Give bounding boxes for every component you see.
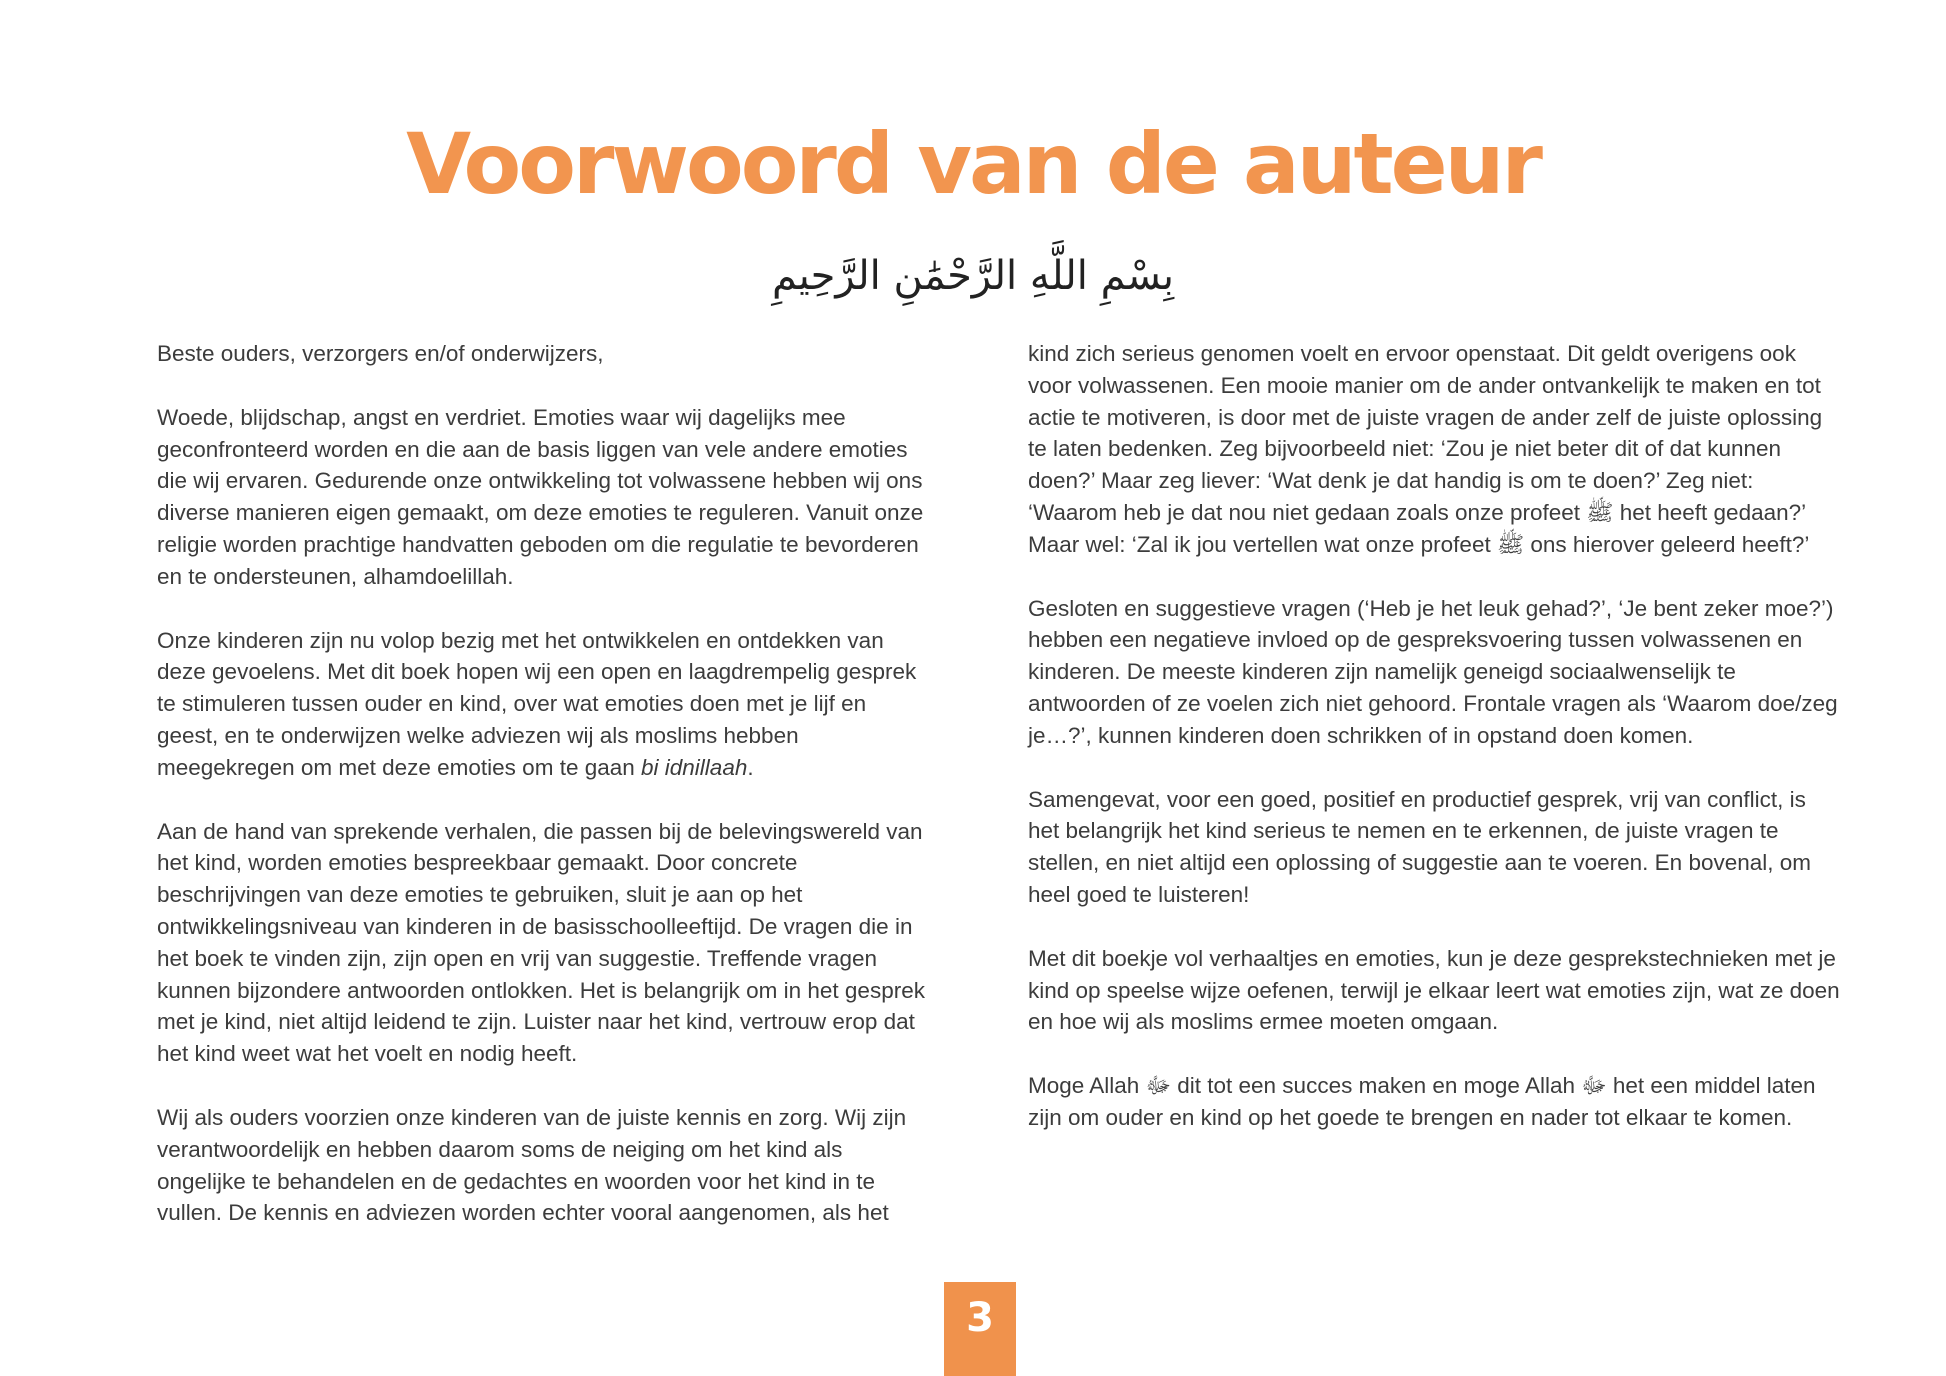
paragraph: Wij als ouders voorzien onze kinderen van de juiste kennis en zorg. Wij zijn verantwoordelijk en hebben daarom soms de neiging om het kind als ongelijke te behandelen en de gedachtes en woorden voor het kind in te vullen. De kennis en adviezen worden echter vooral aangenomen, als het — [157, 1104, 907, 1226]
paragraph: Met dit boekje vol verhaaltjes en emoties, kun je deze gesprekstechnieken met je kind op speelse wijze oefenen, terwijl je elkaar leert wat emoties zijn, wat ze doen en hoe wij als moslims ermee moeten omgaan. — [1028, 945, 1840, 1035]
paragraph — [157, 625, 929, 784]
paragraph: Gesloten en suggestieve vragen (‘Heb je het leuk gehad?’, ‘Je bent zeker moe?’) hebben een negatieve invloed op de gespreksvoering tussen volwassenen en kinderen. De meeste kinderen zijn namelijk geneigd sociaalwenselijk te antwoorden of ze voelen zich niet gehoord. Frontale vragen als ‘Waarom doe/zeg je…?’, kunnen kinderen doen schrikken of in opstand doen komen. — [1028, 595, 1838, 748]
paragraph: Samengevat, voor een goed, positief en productief gesprek, vrij van conflict, is het belangrijk het kind serieus te nemen en te erkennen, de juiste vragen te stellen, en niet altijd een oplossing of suggestie aan te voeren. En bovenal, om heel goed te luisteren! — [1028, 786, 1812, 907]
paragraph-text: Onze kinderen zijn nu volop bezig met het ontwikkelen en ontdekken van deze gevoelens. Met dit boek hopen wij een open en laagdrempelig gesprek te stimuleren tussen ouder en kind, over wat emoties doen met je lijf en geest, en te onderwijzen welke adviezen wij als moslims hebben meegekregen om met deze emoties om te gaan — [157, 627, 917, 780]
paragraph-greeting: Beste ouders, verzorgers en/of onderwijzers, — [157, 341, 604, 366]
right-column — [1028, 338, 1840, 1134]
paragraph: kind zich serieus genomen voelt en ervoor openstaat. Dit geldt overigens ook voor volwassenen. Een mooie manier om de ander ontvankelijk te maken en tot actie te motiveren, is door met de juiste vragen de ander zelf de juiste oplossing te laten bedenken. Zeg bijvoorbeeld niet: ‘Zou je niet beter dit of dat kunnen doen?’ Maar zeg liever: ‘Wat denk je dat handig is om te doen?’ Zeg niet: ‘Waarom heb je dat nou niet gedaan zoals onze profeet ﷺ het heeft gedaan?’ Maar wel: ‘Zal ik jou vertellen wat onze profeet ﷺ ons hierover geleerd heeft?’ — [1028, 341, 1823, 557]
paragraph: Woede, blijdschap, angst en verdriet. Emoties waar wij dagelijks mee geconfronteerd worden en die aan de basis liggen van vele andere emoties die wij ervaren. Gedurende onze ontwikkeling tot volwassene hebben wij ons diverse manieren eigen gemaakt, om deze emoties te reguleren. Vanuit onze religie worden prachtige handvatten geboden om die regulatie te bevorderen en te ondersteunen, alhamdoelillah. — [157, 404, 924, 589]
left-column — [157, 338, 929, 1229]
paragraph: Moge Allah ﷻ dit tot een succes maken en moge Allah ﷻ het een middel laten zijn om ouder en kind op het goede te brengen en nader tot elkaar te komen. — [1028, 1073, 1816, 1130]
bismillah-arabic: بِسْمِ اللَّهِ الرَّحْمَٰنِ الرَّحِيمِ — [771, 253, 1175, 299]
page-title: Voorwoord van de auteur — [406, 115, 1540, 213]
paragraph-italic-phrase: bi idnillaah — [641, 754, 748, 780]
paragraph: Aan de hand van sprekende verhalen, die passen bij de belevingswereld van het kind, worden emoties bespreekbaar gemaakt. Door concrete beschrijvingen van deze emoties te gebruiken, sluit je aan op het ontwikkelingsniveau van kinderen in de basisschoolleeftijd. De vragen die in het boek te vinden zijn, zijn open en vrij van suggestie. Treffende vragen kunnen bijzondere antwoorden ontlokken. Het is belangrijk om in het gesprek met je kind, niet altijd leidend te zijn. Luister naar het kind, vertrouw erop dat het kind weet wat het voelt en nodig heeft. — [157, 818, 925, 1067]
paragraph-text: . — [747, 754, 754, 780]
page-number: 3 — [966, 1295, 994, 1341]
page-number-badge — [944, 1282, 1016, 1376]
